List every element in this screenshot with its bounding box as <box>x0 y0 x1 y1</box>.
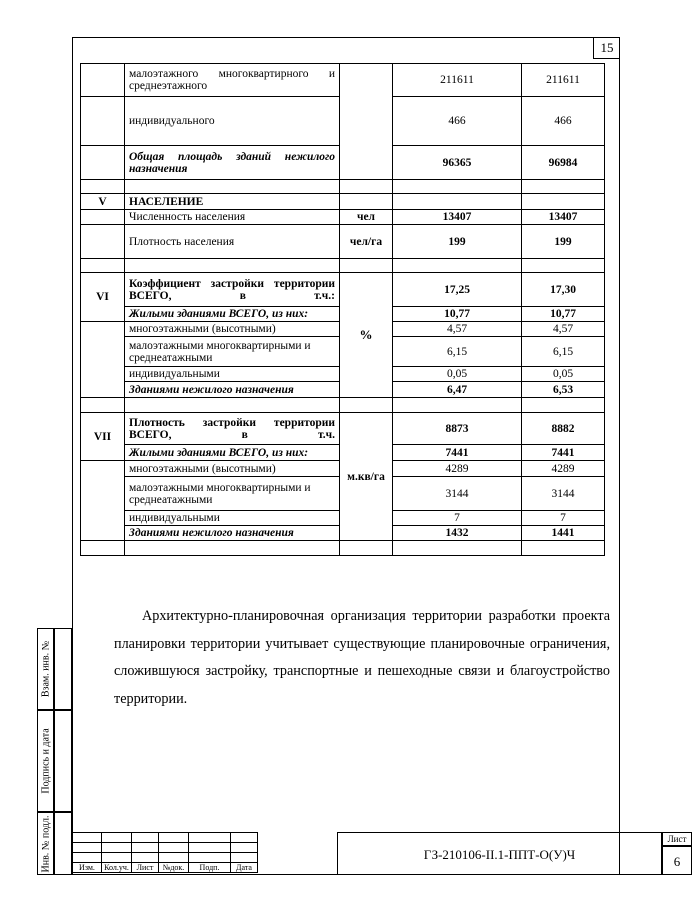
value-2: 8882 <box>522 413 605 445</box>
unit: м.кв/га <box>340 413 393 541</box>
table-row <box>81 225 605 259</box>
value-2: 96984 <box>522 146 605 180</box>
table-row <box>81 64 605 97</box>
value-2: 13407 <box>522 210 605 225</box>
sheet-label: Лист <box>662 832 692 846</box>
col-ndok: №док. <box>159 863 189 873</box>
value-1: 6,47 <box>393 382 522 398</box>
section-title: НАСЕЛЕНИЕ <box>125 194 340 210</box>
table-row <box>81 413 605 445</box>
value-1: 0,05 <box>393 367 522 382</box>
unit: % <box>340 273 393 398</box>
col-data: Дата <box>231 863 258 873</box>
value-1: 7441 <box>393 445 522 461</box>
value-2: 199 <box>522 225 605 259</box>
row-label: Жилыми зданиями ВСЕГО, из них: <box>125 445 340 461</box>
table-row <box>81 273 605 307</box>
value-1: 1432 <box>393 526 522 541</box>
document-number: ГЗ-210106-II.1-ППТ-О(У)Ч <box>337 832 662 875</box>
row-label: Жилыми зданиями ВСЕГО, из них: <box>125 307 340 322</box>
table-row <box>81 210 605 225</box>
side-field-vzam <box>54 628 72 710</box>
value-1: 13407 <box>393 210 522 225</box>
value-2: 4,57 <box>522 322 605 337</box>
value-1: 4,57 <box>393 322 522 337</box>
col-izm: Изм. <box>73 863 102 873</box>
row-label: Общая площадь зданий нежилого назначения <box>125 146 340 180</box>
row-label: Плотность застройки территории ВСЕГО, в т.ч. <box>125 413 340 445</box>
side-field-inv <box>54 812 72 875</box>
col-podp: Подп. <box>189 863 231 873</box>
revision-table <box>72 832 258 873</box>
indicators-table <box>80 63 605 556</box>
value-1: 199 <box>393 225 522 259</box>
side-field-podpis <box>54 710 72 812</box>
value-2: 211611 <box>522 64 605 97</box>
row-label: Плотность населения <box>125 225 340 259</box>
value-1: 3144 <box>393 477 522 511</box>
row-label: индивидуальными <box>125 367 340 382</box>
row-label: малоэтажного многоквартирного и среднеэтажного <box>125 64 340 97</box>
value-2: 7 <box>522 511 605 526</box>
value-2: 466 <box>522 97 605 146</box>
unit: чел <box>340 210 393 225</box>
row-label: малоэтажными многоквартирными и среднеатажными <box>125 477 340 511</box>
sheet-number: 6 <box>662 846 692 875</box>
side-label-vzam: Взам. инв. № <box>37 628 54 710</box>
section-number: V <box>81 194 125 210</box>
value-2: 3144 <box>522 477 605 511</box>
row-label: многоэтажными (высотными) <box>125 461 340 477</box>
table-row <box>81 194 605 210</box>
value-1: 17,25 <box>393 273 522 307</box>
row-label: индивидуальными <box>125 511 340 526</box>
value-2: 6,53 <box>522 382 605 398</box>
row-label: малоэтажными многоквартирными и среднеатажными <box>125 337 340 367</box>
col-list: Лист <box>132 863 159 873</box>
value-2: 10,77 <box>522 307 605 322</box>
row-label: Коэффициент застройки территории ВСЕГО, в т.ч.: <box>125 273 340 307</box>
section-number: VI <box>81 273 125 322</box>
title-block <box>72 832 687 875</box>
row-label: Зданиями нежилого назначения <box>125 382 340 398</box>
value-1: 8873 <box>393 413 522 445</box>
value-1: 10,77 <box>393 307 522 322</box>
value-1: 96365 <box>393 146 522 180</box>
value-1: 466 <box>393 97 522 146</box>
row-label: Численность населения <box>125 210 340 225</box>
page-number-top: 15 <box>593 37 620 59</box>
col-kol-uch: Кол.уч. <box>102 863 132 873</box>
value-2: 0,05 <box>522 367 605 382</box>
value-2: 1441 <box>522 526 605 541</box>
unit: чел/га <box>340 225 393 259</box>
value-2: 7441 <box>522 445 605 461</box>
body-paragraph <box>114 603 610 713</box>
section-number: VII <box>81 413 125 461</box>
value-2: 17,30 <box>522 273 605 307</box>
paragraph-text: Архитектурно-планировочная организация территории разработки проекта планировки территории учитывает существующие планировочные ограничения, сложившуюся застройку, транспортные и пешеходные связи и благоустройство территории. <box>114 608 610 707</box>
row-label: Зданиями нежилого назначения <box>125 526 340 541</box>
value-1: 4289 <box>393 461 522 477</box>
row-label: индивидуального <box>125 97 340 146</box>
side-label-inv: Инв. № подл. <box>37 812 54 875</box>
side-label-podpis: Подпись и дата <box>37 710 54 812</box>
row-label: многоэтажными (высотными) <box>125 322 340 337</box>
value-1: 211611 <box>393 64 522 97</box>
value-1: 6,15 <box>393 337 522 367</box>
value-2: 4289 <box>522 461 605 477</box>
value-1: 7 <box>393 511 522 526</box>
value-2: 6,15 <box>522 337 605 367</box>
